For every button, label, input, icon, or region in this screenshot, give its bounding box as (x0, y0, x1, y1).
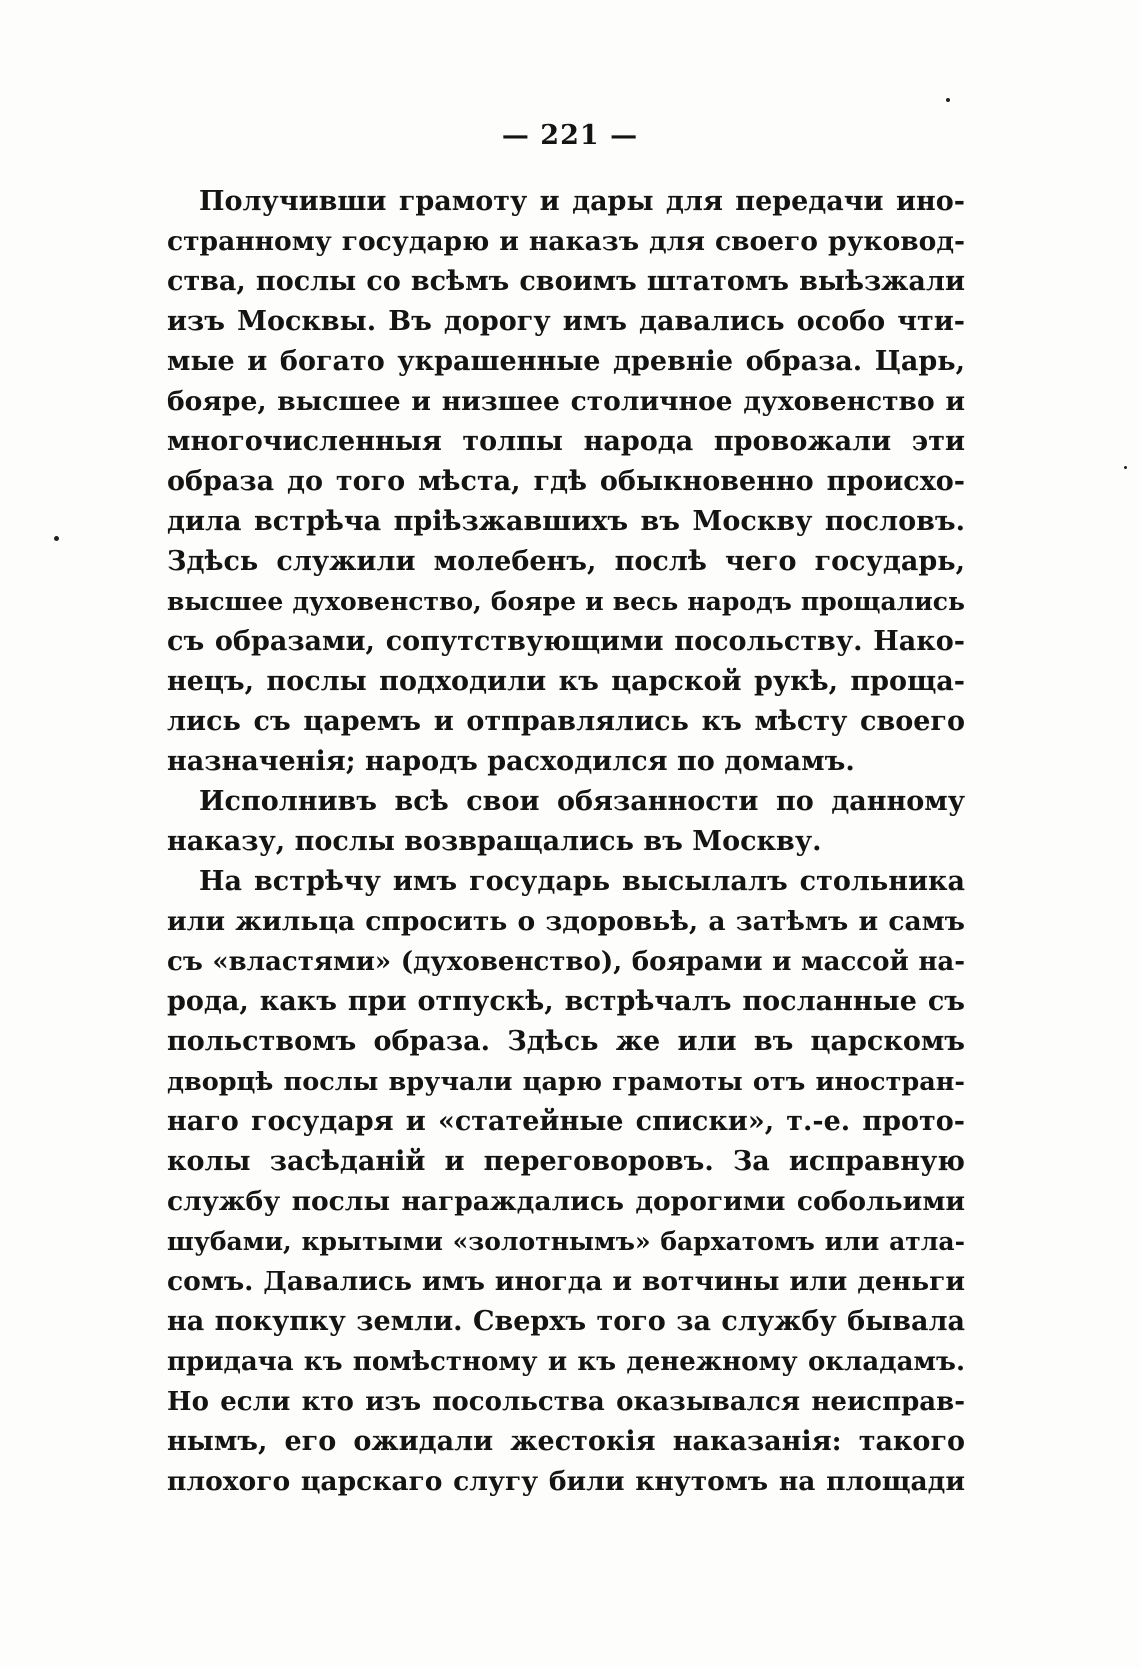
text-line: странному государю и наказъ для своего руковод- (167, 226, 965, 257)
text-line: придача къ помѣстному и къ денежному окладамъ. (167, 1347, 965, 1377)
text-line: на покупку земли. Сверхъ того за службу бывала (167, 1306, 965, 1337)
text-line: дворцѣ послы вручали царю грамоты отъ иностран- (167, 1067, 965, 1097)
text-line: или жильца спросить о здоровьѣ, а затѣмъ и самъ (167, 906, 965, 937)
text-line: назначенія; народъ расходился по домамъ. (167, 746, 855, 777)
text-line: колы засѣданій и переговоровъ. За исправную (167, 1146, 965, 1177)
text-line: Но если кто изъ посольства оказывался неисправ- (167, 1387, 965, 1417)
text-line: шубами, крытыми «золотнымъ» бархатомъ или атла- (167, 1227, 965, 1256)
text-line: Исполнивъ всѣ свои обязанности по данному (199, 786, 965, 817)
text-line: изъ Москвы. Въ дорогу имъ давались особо чти- (167, 306, 965, 337)
text-line: службу послы награждались дорогими собольими (167, 1186, 965, 1217)
text-line: дила встрѣча пріѣзжавшихъ въ Москву пословъ. (167, 506, 965, 537)
text-line: высшее духовенство, бояре и весь народъ прощались (167, 587, 965, 616)
text-line: сомъ. Давались имъ иногда и вотчины или деньги (167, 1266, 965, 1297)
text-line: Получивши грамоту и дары для передачи ино- (199, 186, 965, 217)
text-line: нымъ, его ожидали жестокія наказанія: такого (167, 1426, 965, 1457)
text-line: бояре, высшее и низшее столичное духовенство и (167, 386, 965, 417)
body-text (167, 182, 965, 1502)
scan-speck (946, 98, 950, 102)
scan-speck (1124, 466, 1127, 469)
scan-speck (54, 536, 59, 541)
text-line: съ «властями» (духовенство), боярами и массой на- (167, 947, 965, 977)
text-line: плохого царскаго слугу били кнутомъ на площади (167, 1466, 965, 1497)
page-number: — 221 — (501, 120, 639, 151)
text-line: польствомъ образа. Здѣсь же или въ царскомъ (167, 1026, 965, 1057)
text-line: мые и богато украшенные древніе образа. Царь, (167, 346, 965, 377)
text-line: ства, послы со всѣмъ своимъ штатомъ выѣзжали (167, 266, 965, 297)
text-line: нецъ, послы подходили къ царской рукѣ, проща- (167, 666, 965, 697)
text-line: съ образами, сопутствующими посольству. Нако- (167, 626, 965, 657)
text-line: Здѣсь служили молебенъ, послѣ чего государь, (167, 546, 965, 577)
text-line: образа до того мѣста, гдѣ обыкновенно происхо- (167, 466, 965, 497)
text-line: многочисленныя толпы народа провожали эти (167, 426, 965, 457)
text-line: лись съ царемъ и отправлялись къ мѣсту своего (167, 706, 965, 737)
text-line: рода, какъ при отпускѣ, встрѣчалъ посланные съ (167, 986, 965, 1017)
text-line: наказу, послы возвращались въ Москву. (167, 826, 822, 857)
text-line: наго государя и «статейные списки», т.-е. прото- (167, 1106, 965, 1137)
text-line: На встрѣчу имъ государь высылалъ стольника (199, 866, 965, 897)
